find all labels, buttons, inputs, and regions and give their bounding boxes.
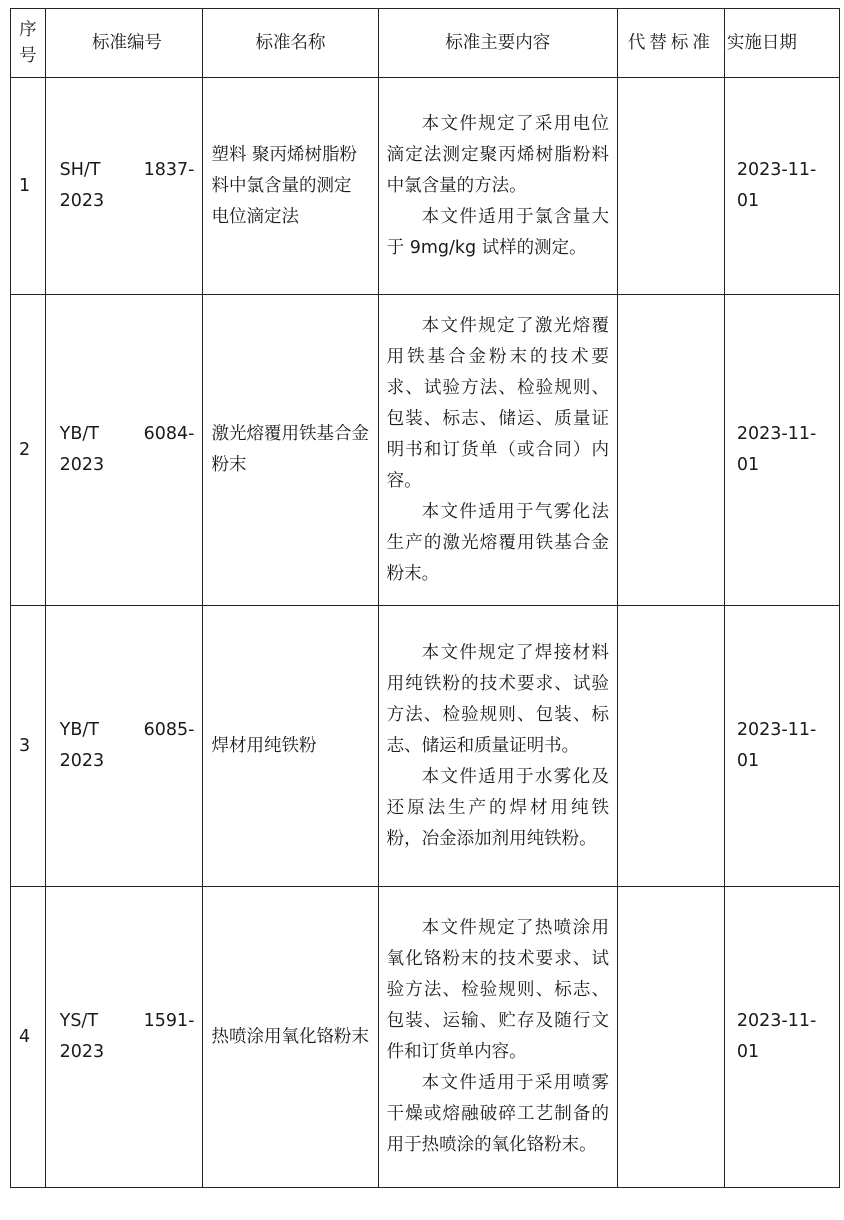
header-name: 标准名称 [203,9,378,78]
code-year: 2023 [59,191,105,211]
row-name: 塑料 聚丙烯树脂粉料中氯含量的测定 电位滴定法 [203,78,378,295]
row-name: 激光熔覆用铁基合金粉末 [203,295,378,606]
content-applicability: 本文件适用于氯含量大于 9mg/kg 试样的测定。 [386,206,609,258]
row-replace [617,78,724,295]
code-year: 2023 [59,751,105,771]
row-code [45,78,203,295]
table-row [11,295,840,606]
row-replace [617,887,724,1188]
row-date [724,295,839,606]
standards-table [10,8,840,1188]
table-row [11,78,840,295]
row-content [378,606,617,887]
header-seq: 序号 [11,9,46,78]
row-replace [617,295,724,606]
table-row [11,887,840,1188]
code-prefix: YS/T [59,1011,99,1031]
code-number: 6085- [143,720,195,740]
row-seq: 2 [11,295,46,606]
row-name: 热喷涂用氧化铬粉末 [203,887,378,1188]
row-seq: 1 [11,78,46,295]
code-prefix: SH/T [59,160,101,180]
content-scope: 本文件规定了激光熔覆用铁基合金粉末的技术要求、试验方法、检验规则、包装、标志、储运、质量证明书和订货单（或合同）内容。 [386,315,609,491]
content-scope: 本文件规定了采用电位滴定法测定聚丙烯树脂粉料中氯含量的方法。 [386,113,609,196]
code-number: 1837- [143,160,195,180]
row-seq: 3 [11,606,46,887]
row-code [45,606,203,887]
row-replace [617,606,724,887]
date-bottom: 01 [736,191,760,211]
date-top: 2023-11- [736,160,817,180]
row-date [724,887,839,1188]
row-seq: 4 [11,887,46,1188]
code-year: 2023 [59,1042,105,1062]
code-prefix: YB/T [59,720,99,740]
row-date [724,606,839,887]
row-code [45,295,203,606]
table-row [11,606,840,887]
table-header-row [11,9,840,78]
code-number: 6084- [143,424,195,444]
code-year: 2023 [59,455,105,475]
date-bottom: 01 [736,751,760,771]
content-applicability: 本文件适用于采用喷雾干燥或熔融破碎工艺制备的用于热喷涂的氧化铬粉末。 [386,1073,609,1155]
date-top: 2023-11- [736,424,817,444]
date-bottom: 01 [736,1042,760,1062]
row-date [724,78,839,295]
content-applicability: 本文件适用于气雾化法生产的激光熔覆用铁基合金粉末。 [386,501,609,584]
row-content [378,78,617,295]
row-content [378,887,617,1188]
date-top: 2023-11- [736,720,817,740]
header-code: 标准编号 [45,9,203,78]
row-content [378,295,617,606]
header-content: 标准主要内容 [378,9,617,78]
header-replace: 代替标准 [617,9,724,78]
row-code [45,887,203,1188]
date-top: 2023-11- [736,1011,817,1031]
content-scope: 本文件规定了热喷涂用氧化铬粉末的技术要求、试验方法、检验规则、标志、包装、运输、贮存及随行文件和订货单内容。 [386,918,609,1062]
code-number: 1591- [143,1011,195,1031]
content-applicability: 本文件适用于水雾化及还原法生产的焊材用纯铁粉，冶金添加剂用纯铁粉。 [386,766,609,849]
row-name: 焊材用纯铁粉 [203,606,378,887]
content-scope: 本文件规定了焊接材料用纯铁粉的技术要求、试验方法、检验规则、包装、标志、储运和质量证明书。 [386,642,609,756]
header-date: 实施日期 [724,9,839,78]
date-bottom: 01 [736,455,760,475]
code-prefix: YB/T [59,424,99,444]
